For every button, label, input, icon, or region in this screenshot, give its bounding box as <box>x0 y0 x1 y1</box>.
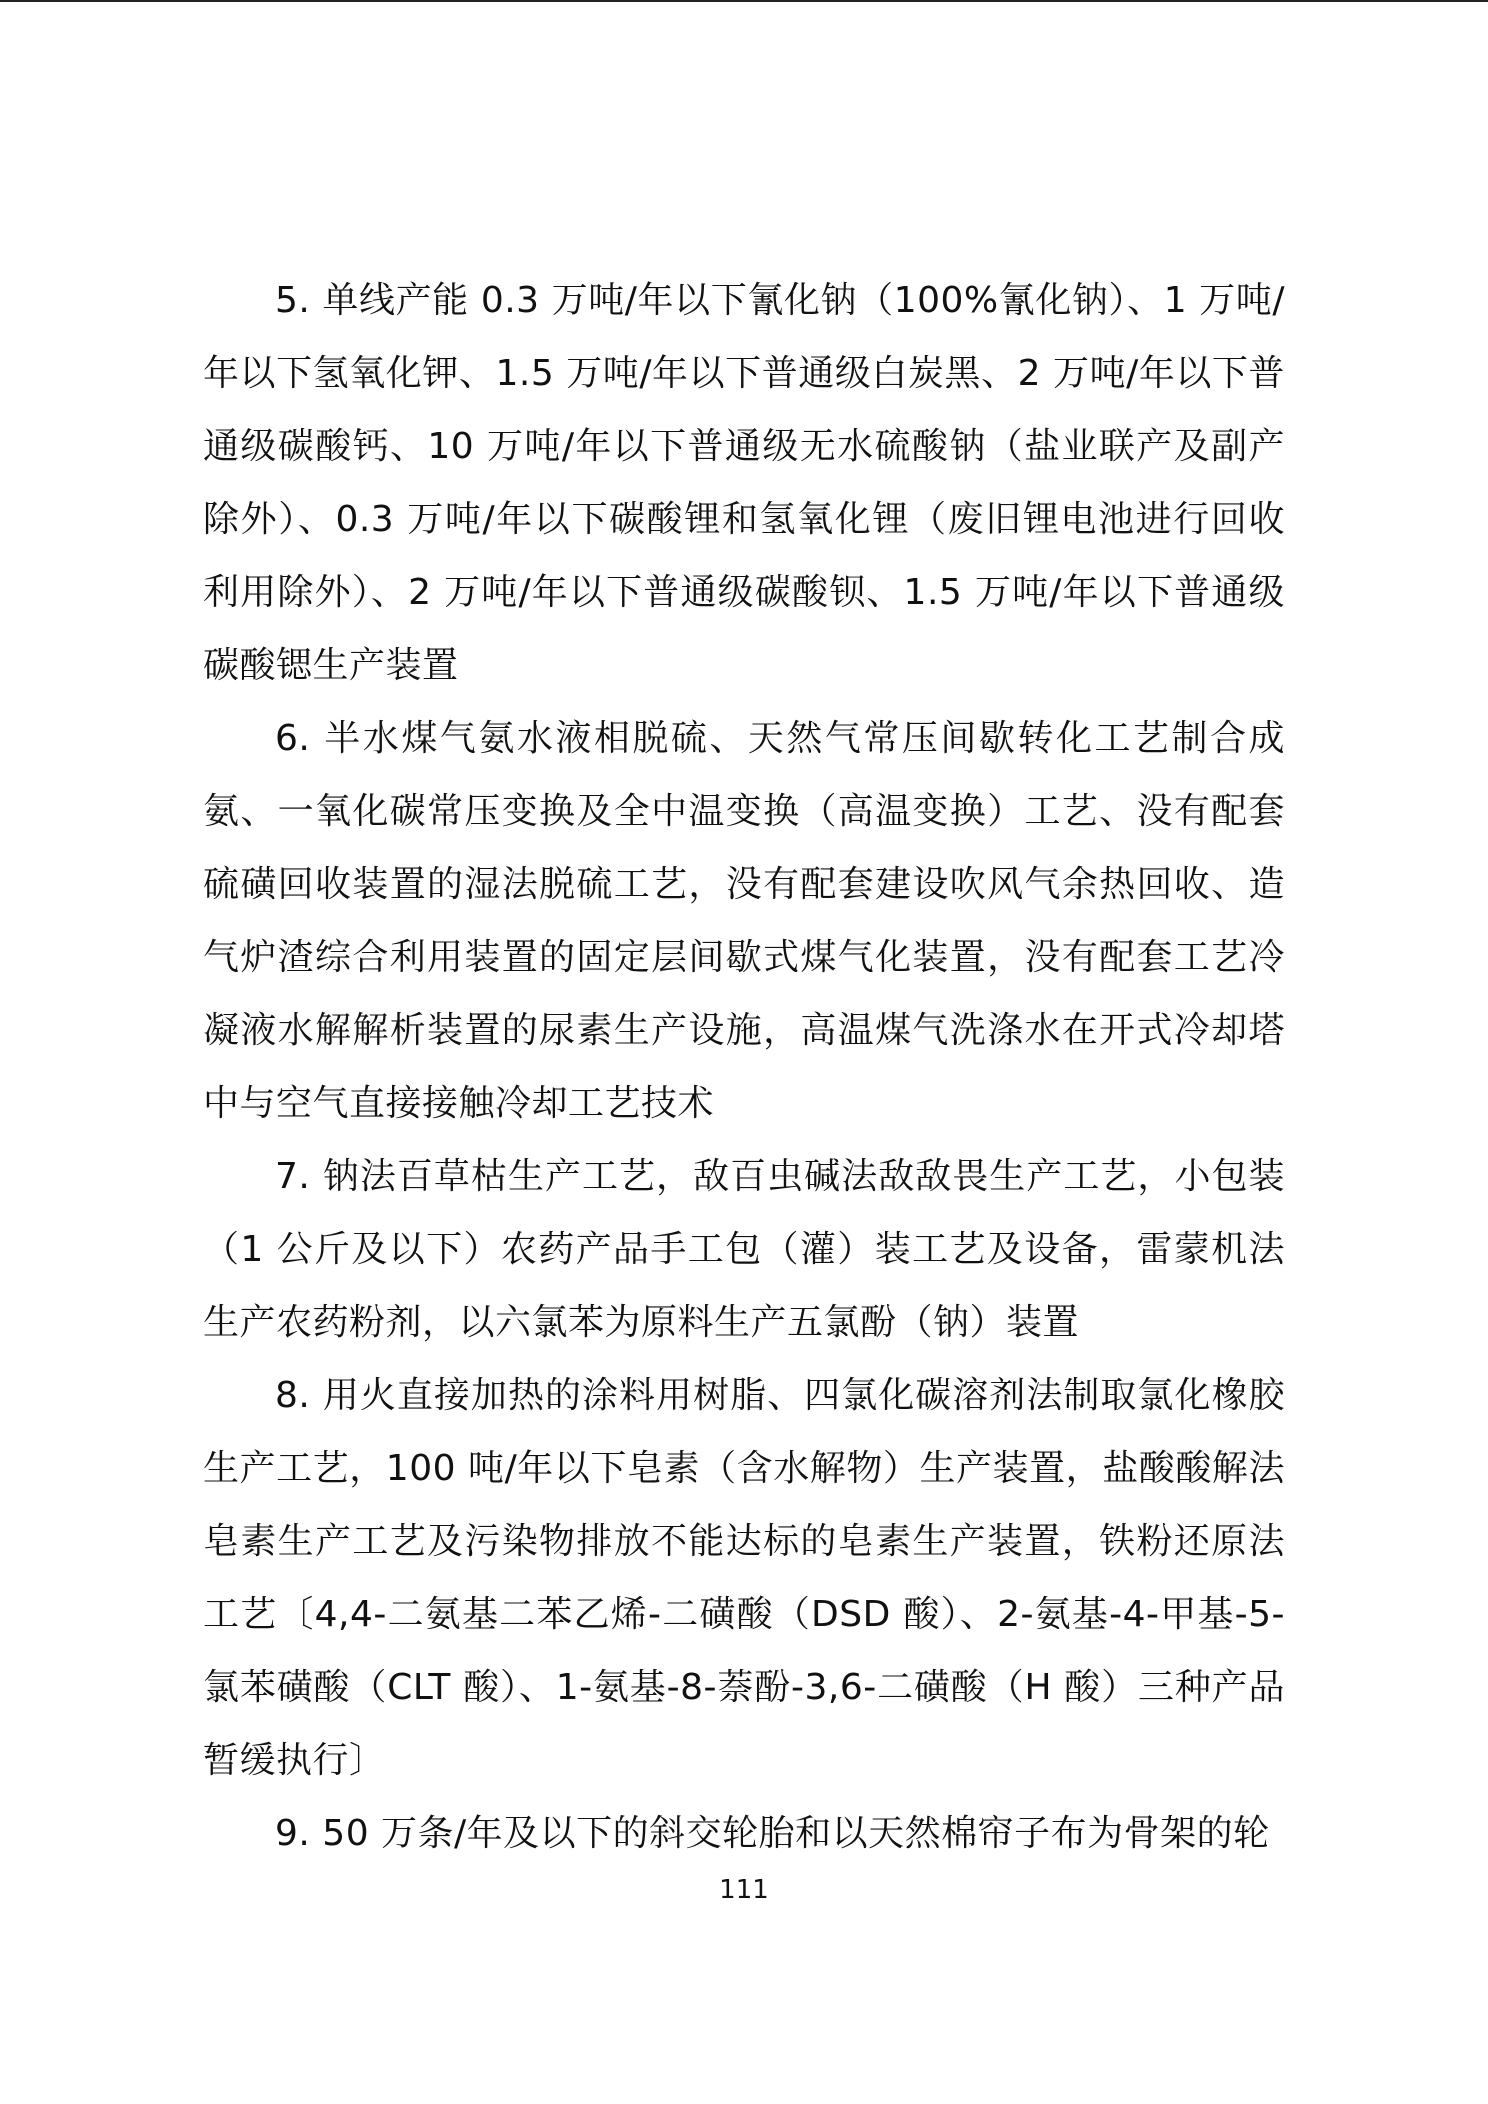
paragraph-item-7: 7. 钠法百草枯生产工艺，敌百虫碱法敌敌畏生产工艺，小包装（1 公斤及以下）农药产品手工包（灌）装工艺及设备，雷蒙机法生产农药粉剂，以六氯苯为原料生产五氯酚（钠）装置 <box>203 1156 1285 1343</box>
paragraph-item-6: 6. 半水煤气氨水液相脱硫、天然气常压间歇转化工艺制合成氨、一氧化碳常压变换及全中温变换（高温变换）工艺、没有配套硫磺回收装置的湿法脱硫工艺，没有配套建设吹风气余热回收、造气炉渣综合利用装置的固定层间歇式煤气化装置，没有配套工艺冷凝液水解解析装置的尿素生产设施，高温煤气洗涤水在开式冷却塔中与空气直接接触冷却工艺技术 <box>203 718 1285 1124</box>
document-body <box>203 264 1285 1870</box>
top-border-line <box>0 0 1488 2</box>
paragraph-item-9: 9. 50 万条/年及以下的斜交轮胎和以天然棉帘子布为骨架的轮 <box>275 1813 1270 1854</box>
paragraph-item-8: 8. 用火直接加热的涂料用树脂、四氯化碳溶剂法制取氯化橡胶生产工艺，100 吨/年以下皂素（含水解物）生产装置，盐酸酸解法皂素生产工艺及污染物排放不能达标的皂素生产装置，铁粉还原法工艺〔4,4-二氨基二苯乙烯-二磺酸（DSD 酸）、2-氨基-4-甲基-5-氯苯磺酸（CLT 酸）、1-氨基-8-萘酚-3,6-二磺酸（H 酸）三种产品暂缓执行〕 <box>203 1375 1285 1781</box>
page-number: 111 <box>719 1875 769 1905</box>
paragraph-item-5: 5. 单线产能 0.3 万吨/年以下氰化钠（100%氰化钠）、1 万吨/年以下氢氧化钾、1.5 万吨/年以下普通级白炭黑、2 万吨/年以下普通级碳酸钙、10 万吨/年以下普通级无水硫酸钠（盐业联产及副产除外）、0.3 万吨/年以下碳酸锂和氢氧化锂（废旧锂电池进行回收利用除外）、2 万吨/年以下普通级碳酸钡、1.5 万吨/年以下普通级碳酸锶生产装置 <box>203 280 1285 686</box>
